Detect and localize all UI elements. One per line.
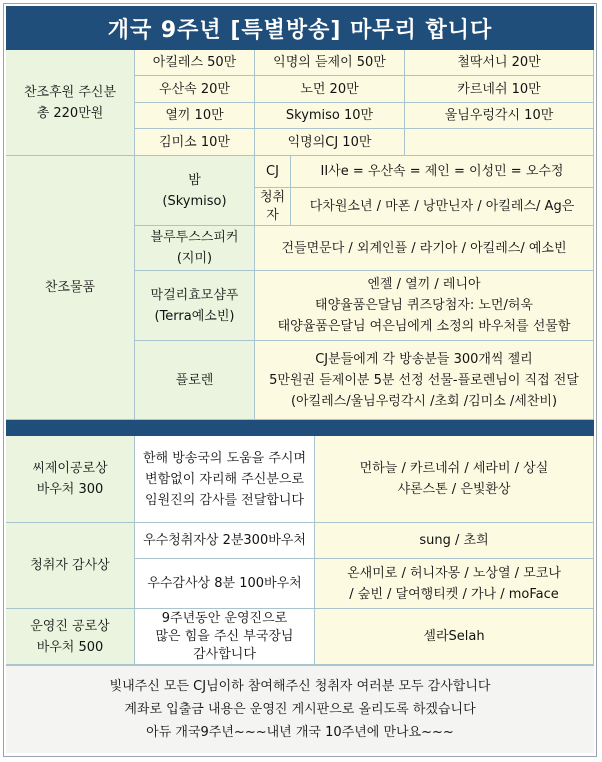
- floren-details: CJ분들에게 각 방송분들 300개씩 젤리 5만원권 듣제이분 5분 선정 선물-플로렌님이 직접 전달 (아킬레스/울님우렁각시 /초회 /김미소 /세찬비): [255, 341, 594, 420]
- cj-award-description: 한해 방송국의 도움을 주시며 변함없이 자리해 주신분으로 임원진의 감사를 전달합니다: [135, 436, 315, 523]
- sponsor-cell: 카르네쉬 10만: [405, 76, 594, 103]
- page-title: 개국 9주년 [특별방송] 마무리 합니다: [6, 6, 594, 50]
- sponsor-empty-cell: [405, 129, 594, 156]
- closing-message: 빛내주신 모든 CJ님이하 참여해주신 청취자 여러분 모두 감사합니다 계좌로 입출금 내용은 운영진 게시판으로 올리도록 하겠습니다 아듀 개국9주년~~~내년 개국 10주년에 만나요~~~: [6, 665, 594, 753]
- staff-award-winner: 셀라Selah: [315, 609, 594, 665]
- listener-award-row2-description: 우수감사상 8분 100바우처: [135, 559, 315, 609]
- sponsor-cell: 울님우렁각시 10만: [405, 103, 594, 129]
- sponsor-cell: 철딱서니 20만: [405, 50, 594, 76]
- listener-award-label: 청취자 감사상: [6, 523, 135, 609]
- cj-award-label: 씨제이공로상 바우처 300: [6, 436, 135, 523]
- goods-item-shampoo: 막걸리효모샴푸 (Terra예소빈): [135, 271, 255, 341]
- section-divider: [6, 420, 594, 436]
- listener-award-row1-description: 우수청취자상 2분300바우처: [135, 523, 315, 559]
- goods-item-bam: 밤 (Skymiso): [135, 156, 255, 226]
- sponsor-cell: 김미소 10만: [135, 129, 255, 156]
- shampoo-winners: 엔젤 / 열끼 / 레니아 태양율품은달님 퀴즈당첨자: 노먼/허욱 태양율품은달님 여은님에게 소정의 바우처를 선물함: [255, 271, 594, 341]
- listener-award-row1-winners: sung / 초희: [315, 523, 594, 559]
- sponsor-cell: 익명의CJ 10만: [255, 129, 405, 156]
- bam-listener-label: 청취 자: [255, 188, 291, 226]
- sponsors-label: 찬조후원 주신분 총 220만원: [6, 50, 135, 156]
- goods-label: 찬조물품: [6, 156, 135, 420]
- sponsor-cell: 아킬레스 50만: [135, 50, 255, 76]
- staff-award-description: 9주년동안 운영진으로 많은 힘을 주신 부국장님 감사합니다: [135, 609, 315, 665]
- goods-item-floren: 플로렌: [135, 341, 255, 420]
- bam-cj-label: CJ: [255, 156, 291, 188]
- sponsor-cell: 우산속 20만: [135, 76, 255, 103]
- cj-award-winners: 먼하늘 / 카르네쉬 / 세라비 / 상실 샤론스톤 / 은빛환상: [315, 436, 594, 523]
- bluetooth-winners: 건들면문다 / 외계인플 / 라기아 / 아킬레스/ 예소빈: [255, 226, 594, 271]
- sponsor-cell: Skymiso 10만: [255, 103, 405, 129]
- bam-listener-value: 다차원소년 / 마폰 / 낭만닌자 / 아킬레스/ Ag은: [291, 188, 594, 226]
- goods-item-bluetooth: 블루투스스피커 (지미): [135, 226, 255, 271]
- staff-award-label: 운영진 공로상 바우처 500: [6, 609, 135, 665]
- sponsor-cell: 노먼 20만: [255, 76, 405, 103]
- sponsor-cell: 열끼 10만: [135, 103, 255, 129]
- bam-cj-value: II사e = 우산속 = 제인 = 이성민 = 오수정: [291, 156, 594, 188]
- listener-award-row2-winners: 온새미로 / 허니자몽 / 노상열 / 모코나 / 숲빈 / 달여행티켓 / 가나 / moFace: [315, 559, 594, 609]
- sponsor-cell: 익명의 듣제이 50만: [255, 50, 405, 76]
